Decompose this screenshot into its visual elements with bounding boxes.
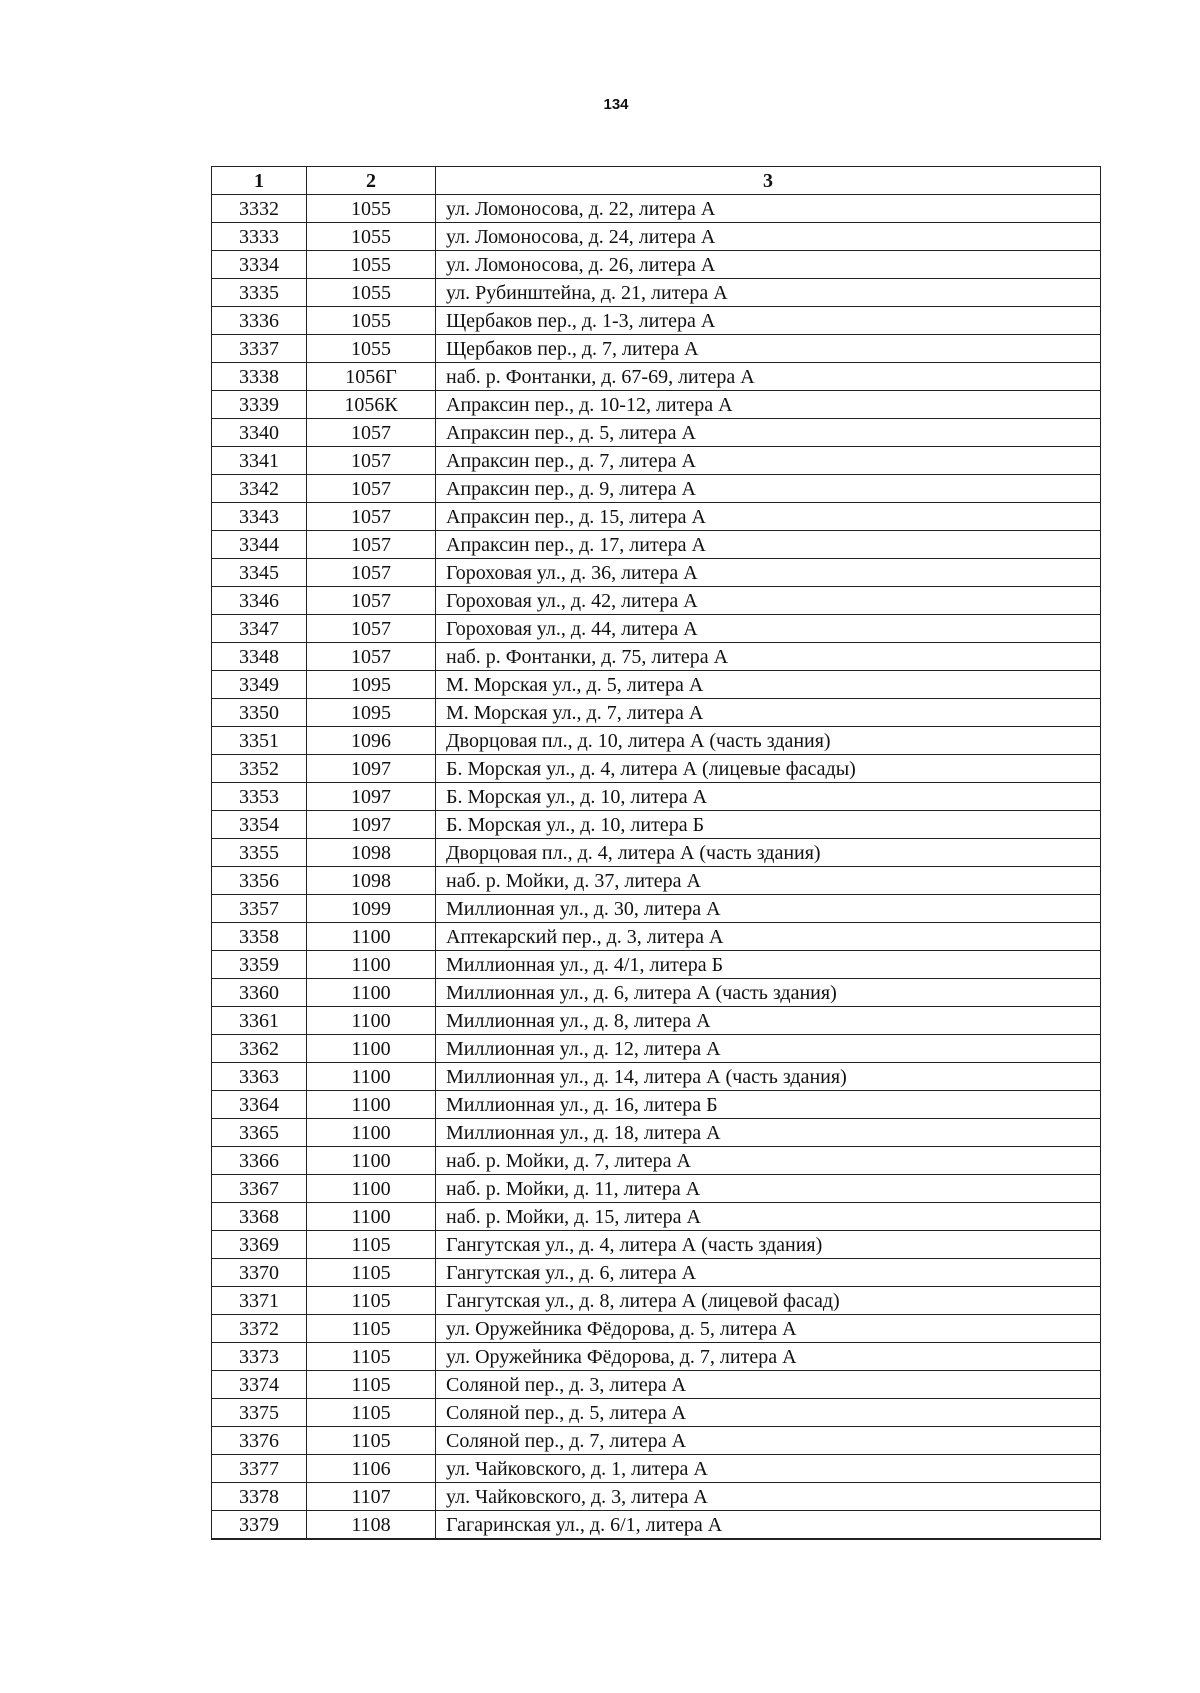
code-cell: 1106 xyxy=(307,1455,436,1483)
row-number-cell: 3371 xyxy=(212,1287,307,1315)
code-cell: 1100 xyxy=(307,951,436,979)
code-cell: 1105 xyxy=(307,1343,436,1371)
address-cell: Миллионная ул., д. 4/1, литера Б xyxy=(436,951,1101,979)
row-number-cell: 3337 xyxy=(212,335,307,363)
code-cell: 1105 xyxy=(307,1287,436,1315)
table-row xyxy=(212,979,1101,1007)
table-row xyxy=(212,1455,1101,1483)
row-number-cell: 3358 xyxy=(212,923,307,951)
table-row xyxy=(212,1119,1101,1147)
table-header xyxy=(212,167,1101,195)
row-number-cell: 3374 xyxy=(212,1371,307,1399)
table-row xyxy=(212,1259,1101,1287)
code-cell: 1055 xyxy=(307,307,436,335)
row-number-cell: 3363 xyxy=(212,1063,307,1091)
row-number-cell: 3349 xyxy=(212,671,307,699)
address-cell: наб. р. Фонтанки, д. 67-69, литера А xyxy=(436,363,1101,391)
row-number-cell: 3378 xyxy=(212,1483,307,1511)
address-cell: Гангутская ул., д. 8, литера А (лицевой фасад) xyxy=(436,1287,1101,1315)
address-cell: Соляной пер., д. 5, литера А xyxy=(436,1399,1101,1427)
code-cell: 1097 xyxy=(307,783,436,811)
row-number-cell: 3347 xyxy=(212,615,307,643)
table-row xyxy=(212,1091,1101,1119)
address-cell: ул. Оружейника Фёдорова, д. 7, литера А xyxy=(436,1343,1101,1371)
address-cell: Аптекарский пер., д. 3, литера А xyxy=(436,923,1101,951)
code-cell: 1095 xyxy=(307,699,436,727)
address-cell: Апраксин пер., д. 10-12, литера А xyxy=(436,391,1101,419)
address-cell: Апраксин пер., д. 17, литера А xyxy=(436,531,1101,559)
address-cell: ул. Ломоносова, д. 24, литера А xyxy=(436,223,1101,251)
table-row xyxy=(212,1203,1101,1231)
table-row xyxy=(212,1287,1101,1315)
code-cell: 1057 xyxy=(307,503,436,531)
code-cell: 1107 xyxy=(307,1483,436,1511)
address-cell: Гагаринская ул., д. 6/1, литера А xyxy=(436,1511,1101,1540)
row-number-cell: 3350 xyxy=(212,699,307,727)
code-cell: 1100 xyxy=(307,1119,436,1147)
row-number-cell: 3345 xyxy=(212,559,307,587)
address-cell: Щербаков пер., д. 1-3, литера А xyxy=(436,307,1101,335)
row-number-cell: 3355 xyxy=(212,839,307,867)
address-cell: Апраксин пер., д. 7, литера А xyxy=(436,447,1101,475)
row-number-cell: 3346 xyxy=(212,587,307,615)
table-row xyxy=(212,783,1101,811)
table-row xyxy=(212,1343,1101,1371)
address-cell: ул. Рубинштейна, д. 21, литера А xyxy=(436,279,1101,307)
address-cell: Миллионная ул., д. 6, литера А (часть здания) xyxy=(436,979,1101,1007)
column-header-2: 2 xyxy=(307,167,436,195)
table-row xyxy=(212,195,1101,223)
row-number-cell: 3344 xyxy=(212,531,307,559)
address-cell: Миллионная ул., д. 8, литера А xyxy=(436,1007,1101,1035)
code-cell: 1057 xyxy=(307,531,436,559)
code-cell: 1097 xyxy=(307,755,436,783)
table-row xyxy=(212,559,1101,587)
code-cell: 1056Г xyxy=(307,363,436,391)
table-row xyxy=(212,279,1101,307)
table-row xyxy=(212,727,1101,755)
table-row xyxy=(212,1483,1101,1511)
code-cell: 1055 xyxy=(307,335,436,363)
address-cell: Б. Морская ул., д. 10, литера Б xyxy=(436,811,1101,839)
address-cell: М. Морская ул., д. 7, литера А xyxy=(436,699,1101,727)
row-number-cell: 3353 xyxy=(212,783,307,811)
code-cell: 1056К xyxy=(307,391,436,419)
table-row xyxy=(212,531,1101,559)
table-row xyxy=(212,307,1101,335)
row-number-cell: 3332 xyxy=(212,195,307,223)
code-cell: 1100 xyxy=(307,979,436,1007)
table-row xyxy=(212,1147,1101,1175)
row-number-cell: 3351 xyxy=(212,727,307,755)
table-row xyxy=(212,699,1101,727)
row-number-cell: 3340 xyxy=(212,419,307,447)
address-cell: наб. р. Мойки, д. 7, литера А xyxy=(436,1147,1101,1175)
column-header-3: 3 xyxy=(436,167,1101,195)
address-cell: наб. р. Мойки, д. 37, литера А xyxy=(436,867,1101,895)
address-cell: Б. Морская ул., д. 4, литера А (лицевые фасады) xyxy=(436,755,1101,783)
address-cell: Гороховая ул., д. 44, литера А xyxy=(436,615,1101,643)
row-number-cell: 3372 xyxy=(212,1315,307,1343)
code-cell: 1105 xyxy=(307,1259,436,1287)
row-number-cell: 3362 xyxy=(212,1035,307,1063)
row-number-cell: 3333 xyxy=(212,223,307,251)
code-cell: 1095 xyxy=(307,671,436,699)
code-cell: 1098 xyxy=(307,839,436,867)
row-number-cell: 3335 xyxy=(212,279,307,307)
address-cell: ул. Чайковского, д. 3, литера А xyxy=(436,1483,1101,1511)
address-cell: Дворцовая пл., д. 4, литера А (часть здания) xyxy=(436,839,1101,867)
code-cell: 1097 xyxy=(307,811,436,839)
code-cell: 1105 xyxy=(307,1427,436,1455)
address-cell: наб. р. Мойки, д. 15, литера А xyxy=(436,1203,1101,1231)
address-cell: Щербаков пер., д. 7, литера А xyxy=(436,335,1101,363)
table-row xyxy=(212,503,1101,531)
row-number-cell: 3334 xyxy=(212,251,307,279)
row-number-cell: 3370 xyxy=(212,1259,307,1287)
table-row xyxy=(212,251,1101,279)
table-row xyxy=(212,475,1101,503)
address-cell: Гангутская ул., д. 6, литера А xyxy=(436,1259,1101,1287)
code-cell: 1057 xyxy=(307,615,436,643)
address-cell: ул. Чайковского, д. 1, литера А xyxy=(436,1455,1101,1483)
address-cell: Гороховая ул., д. 36, литера А xyxy=(436,559,1101,587)
row-number-cell: 3376 xyxy=(212,1427,307,1455)
address-cell: Гороховая ул., д. 42, литера А xyxy=(436,587,1101,615)
table-row xyxy=(212,1315,1101,1343)
row-number-cell: 3375 xyxy=(212,1399,307,1427)
address-cell: Миллионная ул., д. 16, литера Б xyxy=(436,1091,1101,1119)
row-number-cell: 3342 xyxy=(212,475,307,503)
code-cell: 1105 xyxy=(307,1231,436,1259)
code-cell: 1100 xyxy=(307,1007,436,1035)
address-cell: Миллионная ул., д. 12, литера А xyxy=(436,1035,1101,1063)
table-row xyxy=(212,811,1101,839)
table-row xyxy=(212,1231,1101,1259)
code-cell: 1057 xyxy=(307,643,436,671)
address-cell: наб. р. Фонтанки, д. 75, литера А xyxy=(436,643,1101,671)
code-cell: 1100 xyxy=(307,1147,436,1175)
address-cell: ул. Ломоносова, д. 22, литера А xyxy=(436,195,1101,223)
table-row xyxy=(212,1399,1101,1427)
table-row xyxy=(212,1175,1101,1203)
row-number-cell: 3357 xyxy=(212,895,307,923)
address-cell: Миллионная ул., д. 14, литера А (часть здания) xyxy=(436,1063,1101,1091)
code-cell: 1055 xyxy=(307,195,436,223)
address-cell: Миллионная ул., д. 30, литера А xyxy=(436,895,1101,923)
code-cell: 1105 xyxy=(307,1315,436,1343)
code-cell: 1100 xyxy=(307,1175,436,1203)
row-number-cell: 3365 xyxy=(212,1119,307,1147)
code-cell: 1055 xyxy=(307,251,436,279)
table-row xyxy=(212,643,1101,671)
table-row xyxy=(212,363,1101,391)
code-cell: 1100 xyxy=(307,923,436,951)
code-cell: 1057 xyxy=(307,587,436,615)
code-cell: 1055 xyxy=(307,223,436,251)
row-number-cell: 3369 xyxy=(212,1231,307,1259)
code-cell: 1100 xyxy=(307,1063,436,1091)
row-number-cell: 3367 xyxy=(212,1175,307,1203)
address-cell: Дворцовая пл., д. 10, литера А (часть здания) xyxy=(436,727,1101,755)
table-row xyxy=(212,839,1101,867)
row-number-cell: 3379 xyxy=(212,1511,307,1540)
table-row xyxy=(212,1063,1101,1091)
code-cell: 1057 xyxy=(307,475,436,503)
row-number-cell: 3336 xyxy=(212,307,307,335)
row-number-cell: 3359 xyxy=(212,951,307,979)
code-cell: 1100 xyxy=(307,1035,436,1063)
row-number-cell: 3364 xyxy=(212,1091,307,1119)
table-row xyxy=(212,335,1101,363)
code-cell: 1098 xyxy=(307,867,436,895)
table-row xyxy=(212,419,1101,447)
table-row xyxy=(212,447,1101,475)
table-row xyxy=(212,391,1101,419)
page-number: 134 xyxy=(603,96,629,113)
registry-table xyxy=(211,166,1101,1540)
address-cell: наб. р. Мойки, д. 11, литера А xyxy=(436,1175,1101,1203)
table-body xyxy=(212,195,1101,1540)
row-number-cell: 3341 xyxy=(212,447,307,475)
row-number-cell: 3368 xyxy=(212,1203,307,1231)
row-number-cell: 3373 xyxy=(212,1343,307,1371)
table-row xyxy=(212,671,1101,699)
code-cell: 1057 xyxy=(307,559,436,587)
table-row xyxy=(212,615,1101,643)
address-cell: Соляной пер., д. 7, литера А xyxy=(436,1427,1101,1455)
code-cell: 1055 xyxy=(307,279,436,307)
code-cell: 1057 xyxy=(307,447,436,475)
code-cell: 1105 xyxy=(307,1399,436,1427)
table-row xyxy=(212,1371,1101,1399)
table-row xyxy=(212,587,1101,615)
column-header-1: 1 xyxy=(212,167,307,195)
table-row xyxy=(212,923,1101,951)
row-number-cell: 3356 xyxy=(212,867,307,895)
table-row xyxy=(212,1007,1101,1035)
row-number-cell: 3361 xyxy=(212,1007,307,1035)
table-row xyxy=(212,895,1101,923)
code-cell: 1100 xyxy=(307,1091,436,1119)
table-row xyxy=(212,1511,1101,1540)
row-number-cell: 3348 xyxy=(212,643,307,671)
address-cell: Гангутская ул., д. 4, литера А (часть здания) xyxy=(436,1231,1101,1259)
address-cell: Миллионная ул., д. 18, литера А xyxy=(436,1119,1101,1147)
code-cell: 1100 xyxy=(307,1203,436,1231)
row-number-cell: 3360 xyxy=(212,979,307,1007)
row-number-cell: 3354 xyxy=(212,811,307,839)
table-row xyxy=(212,755,1101,783)
address-cell: Соляной пер., д. 3, литера А xyxy=(436,1371,1101,1399)
address-cell: Апраксин пер., д. 5, литера А xyxy=(436,419,1101,447)
address-cell: ул. Ломоносова, д. 26, литера А xyxy=(436,251,1101,279)
row-number-cell: 3338 xyxy=(212,363,307,391)
row-number-cell: 3352 xyxy=(212,755,307,783)
code-cell: 1057 xyxy=(307,419,436,447)
address-cell: Апраксин пер., д. 9, литера А xyxy=(436,475,1101,503)
code-cell: 1096 xyxy=(307,727,436,755)
code-cell: 1099 xyxy=(307,895,436,923)
code-cell: 1108 xyxy=(307,1511,436,1540)
address-cell: Б. Морская ул., д. 10, литера А xyxy=(436,783,1101,811)
row-number-cell: 3343 xyxy=(212,503,307,531)
table-row xyxy=(212,1035,1101,1063)
table-row xyxy=(212,867,1101,895)
code-cell: 1105 xyxy=(307,1371,436,1399)
table-row xyxy=(212,1427,1101,1455)
row-number-cell: 3377 xyxy=(212,1455,307,1483)
address-cell: М. Морская ул., д. 5, литера А xyxy=(436,671,1101,699)
table-row xyxy=(212,951,1101,979)
address-cell: ул. Оружейника Фёдорова, д. 5, литера А xyxy=(436,1315,1101,1343)
header-row xyxy=(212,167,1101,195)
row-number-cell: 3339 xyxy=(212,391,307,419)
table-row xyxy=(212,223,1101,251)
address-cell: Апраксин пер., д. 15, литера А xyxy=(436,503,1101,531)
row-number-cell: 3366 xyxy=(212,1147,307,1175)
